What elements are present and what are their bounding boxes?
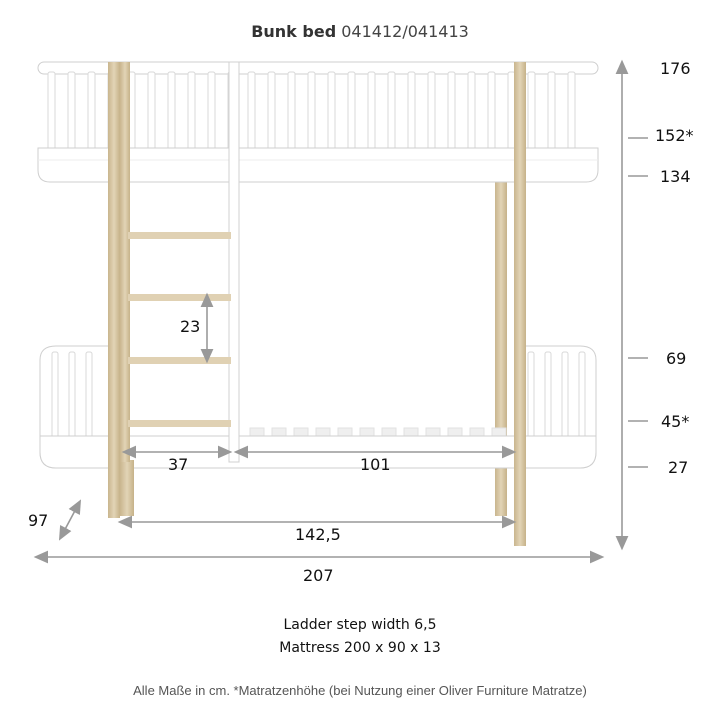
label-step-spacing-23: 23: [180, 317, 201, 336]
slat: [188, 72, 195, 150]
slat: [562, 352, 568, 438]
slat: [86, 352, 92, 438]
base-slat: [426, 428, 440, 436]
base-slat: [272, 428, 286, 436]
slat: [579, 352, 585, 438]
base-slat: [316, 428, 330, 436]
slat: [52, 352, 58, 438]
base-slat: [360, 428, 374, 436]
ladder-note: Ladder step width 6,5: [283, 617, 437, 633]
slat: [148, 72, 155, 150]
label-depth-97: 97: [28, 511, 49, 530]
label-inner-width-1425: 142,5: [295, 525, 341, 544]
base-slat: [404, 428, 418, 436]
slat: [528, 72, 535, 150]
label-lower-top-69: 69: [666, 349, 687, 368]
slat: [468, 72, 475, 150]
slat: [268, 72, 275, 150]
base-slat: [470, 428, 484, 436]
label-upper-mattress-152: 152*: [655, 126, 694, 145]
label-lower-frame-27: 27: [668, 458, 689, 477]
label-total-width-207: 207: [303, 566, 334, 585]
front-post-left: [108, 62, 120, 518]
mattress-note: Mattress 200 x 90 x 13: [279, 640, 441, 656]
label-height-176: 176: [660, 59, 691, 78]
slat: [448, 72, 455, 150]
slat: [69, 352, 75, 438]
label-lower-mattress-45: 45*: [661, 412, 690, 431]
slat: [248, 72, 255, 150]
base-slat: [294, 428, 308, 436]
slat: [328, 72, 335, 150]
leg-left: [120, 460, 134, 516]
slat: [288, 72, 295, 150]
base-slat: [382, 428, 396, 436]
slat: [168, 72, 175, 150]
slat: [528, 352, 534, 438]
slat: [388, 72, 395, 150]
slat: [208, 72, 215, 150]
slat: [308, 72, 315, 150]
base-slat: [492, 428, 506, 436]
slat: [68, 72, 75, 150]
title-bold: Bunk bed: [251, 22, 337, 41]
base-slat: [448, 428, 462, 436]
slat: [368, 72, 375, 150]
slat: [428, 72, 435, 150]
slat: [508, 72, 515, 150]
front-post-right: [514, 62, 526, 546]
label-ladder-offset-37: 37: [168, 455, 189, 474]
slat: [548, 72, 555, 150]
ladder: [120, 62, 239, 462]
slat: [408, 72, 415, 150]
slat: [488, 72, 495, 150]
base-slat: [338, 428, 352, 436]
slat: [348, 72, 355, 150]
slat: [545, 352, 551, 438]
footer-note: Alle Maße in cm. *Matratzenhöhe (bei Nutzung einer Oliver Furniture Matratze): [133, 683, 587, 698]
label-opening-101: 101: [360, 455, 391, 474]
slat: [568, 72, 575, 150]
title-code: 041412/041413: [341, 22, 469, 41]
slat: [48, 72, 55, 150]
slat: [88, 72, 95, 150]
label-upper-frame-134: 134: [660, 167, 691, 186]
base-slat: [250, 428, 264, 436]
